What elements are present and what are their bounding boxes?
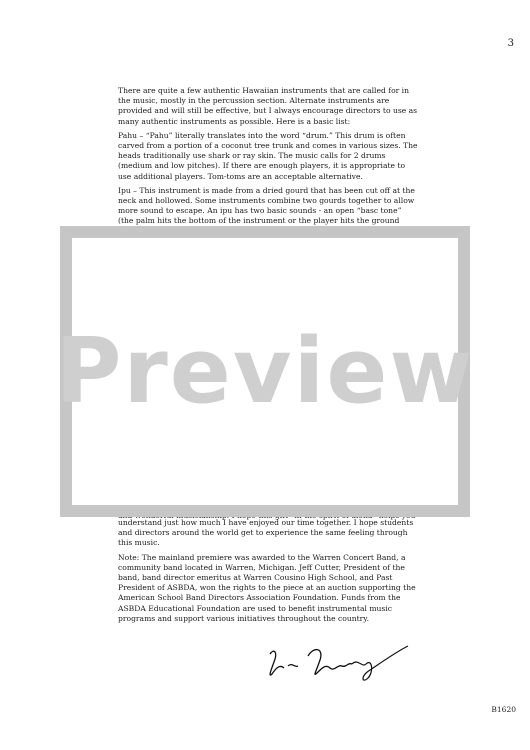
paragraph-note: Note: The mainland premiere was awarded to the Warren Concert Band, a community band located in Warren, Michigan. Jeff Cutter, President of the band, band director emeritus at Warren Cousino High School, and Past President of ASBDA, won the rights to the piece at an auction supporting the American School Band Directors Association Foundation. Funds from the ASBDA Educational Foundation are used to benefit instrumental music programs and support various initiatives throughout the country. xyxy=(118,552,416,623)
paragraph-closing: understand just how much I have enjoyed our time together. I hope students and directors around the world get to experience the same feeling through this music. xyxy=(118,518,414,548)
text-block-bottom xyxy=(118,518,418,628)
paragraph-pahu: Pahu – “Pahu” literally translates into the word “drum.” This drum is often carved from a portion of a coconut tree trunk and comes in various sizes. The heads traditionally use shark or ray skin. The music calls for 2 drums (medium and low pitches). If there are enough players, it is appropriate to use additional players. Tom-toms are an acceptable alternative. xyxy=(118,130,418,181)
paragraph-ipu: Ipu – This instrument is made from a dried gourd that has been cut off at the neck and hollowed. Some instruments combine two gourds together to allow more sound to escape. An ipu has two basic sounds - an open “basс tone” (the palm hits the bottom of the instrument or the player hits the ground xyxy=(118,185,415,226)
preview-watermark xyxy=(55,226,475,517)
signature-icon xyxy=(262,638,412,686)
paragraph-intro: There are quite a few authentic Hawaiian instruments that are called for in the music, mostly in the percussion section. Alternate instruments are provided and will still be effective, but I always encourage directors to use as many authentic instruments as possible. Here is a basic list: xyxy=(118,86,418,126)
text-block-top xyxy=(118,86,418,241)
page-number: 3 xyxy=(507,38,514,49)
preview-label: Preview xyxy=(55,319,475,424)
catalog-number: B1620 xyxy=(491,705,516,714)
